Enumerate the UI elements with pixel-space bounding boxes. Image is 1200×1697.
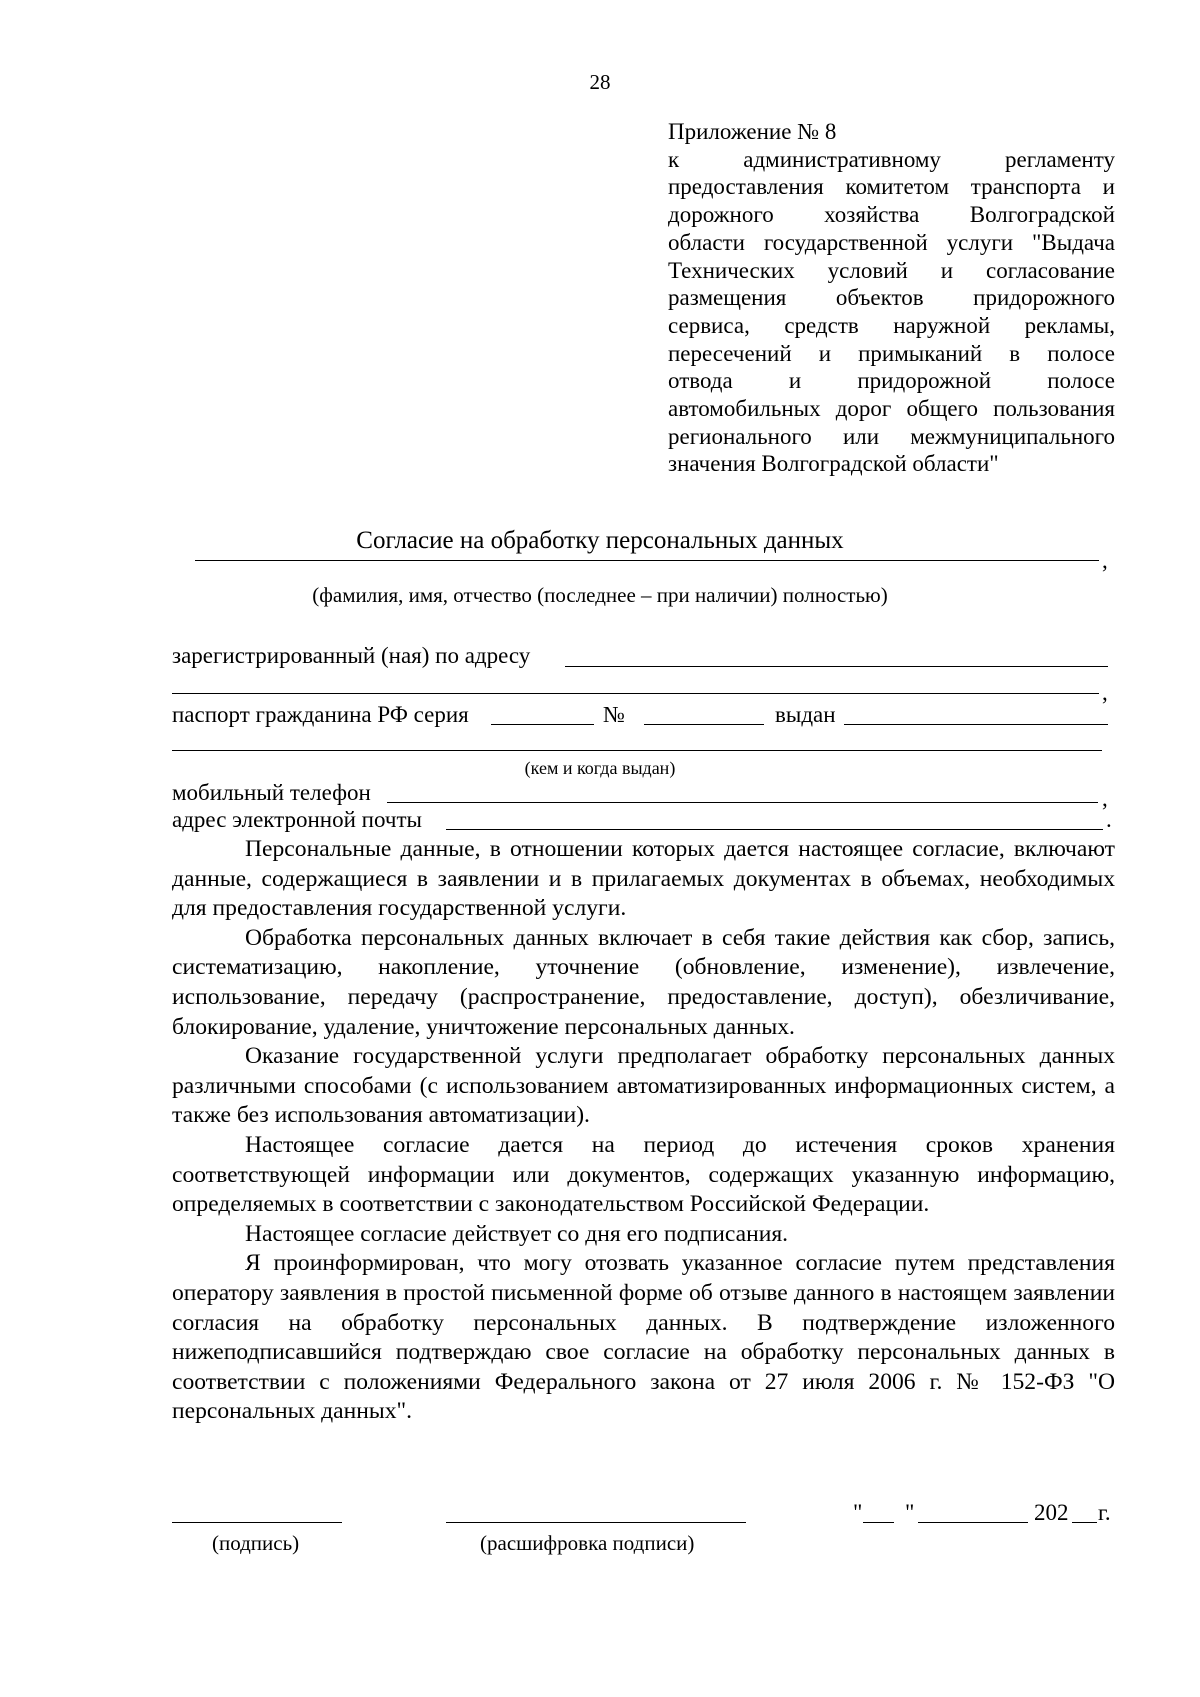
passport-number-label: №	[603, 702, 625, 727]
passport-issued-field[interactable]	[844, 724, 1108, 725]
registered-address-label: зарегистрированный (ная) по адресу	[172, 643, 531, 668]
mobile-phone-field[interactable]	[387, 802, 1098, 803]
email-field[interactable]	[446, 829, 1103, 830]
signature-decoding-field[interactable]	[446, 1522, 746, 1523]
mobile-phone-label: мобильный телефон	[172, 780, 371, 805]
registered-address-field[interactable]	[565, 666, 1108, 667]
page-number: 28	[589, 70, 611, 94]
consent-paragraph: Настоящее согласие действует со дня его подписания.	[245, 1220, 789, 1247]
issued-by-caption: (кем и когда выдан)	[524, 758, 676, 778]
appendix-line: пересечений и примыканий в полосе	[668, 340, 1115, 366]
passport-series-label: паспорт гражданина РФ серия	[172, 702, 469, 727]
name-comma: ,	[1102, 548, 1108, 573]
phone-comma: ,	[1102, 786, 1108, 811]
passport-issued-by-field[interactable]	[172, 750, 1102, 751]
address-comma: ,	[1102, 680, 1108, 705]
date-month-field[interactable]	[918, 1522, 1028, 1523]
email-period: .	[1106, 807, 1112, 832]
appendix-line: предоставления комитетом транспорта и	[668, 174, 1115, 200]
document-title: Согласие на обработку персональных данных	[356, 527, 844, 554]
consent-paragraph: Я проинформирован, что могу отозвать указанное согласие путем представления оператору заявления в простой письменной форме об отзыве данного в настоящем заявлении согласия на обработку персональных данных. В подтверждение изложенного нижеподписавшийся подтверждаю свое согласие на обработку персональных данных в соответствии с положениями Федерального закона от 27 июля 2006 г. № 152-ФЗ "О персональных данных".	[172, 1250, 1115, 1425]
appendix-line: отвода и придорожной полосе	[668, 368, 1115, 394]
consent-paragraph: Обработка персональных данных включает в себя такие действия как сбор, запись, систематизацию, накопление, уточнение (обновление, изменение), извлечение, использование, передачу (распространение, предоставление, доступ), обезличивание, блокирование, удаление, уничтожение персональных данных.	[172, 924, 1115, 1040]
signature-caption: (подпись)	[212, 1531, 300, 1555]
email-label: адрес электронной почты	[172, 807, 422, 832]
appendix-title: Приложение № 8	[668, 119, 837, 144]
passport-series-field[interactable]	[491, 724, 594, 725]
appendix-last-line: значения Волгоградской области"	[668, 451, 999, 477]
date-day-field[interactable]	[863, 1522, 894, 1523]
signature-field[interactable]	[172, 1522, 342, 1523]
appendix-line: Технических условий и согласование	[668, 257, 1115, 283]
date-year-field[interactable]	[1072, 1522, 1097, 1523]
appendix-line: к административному регламенту	[668, 146, 1115, 172]
appendix-line: регионального или межмуниципального	[668, 423, 1115, 449]
consent-paragraph: Настоящее согласие дается на период до истечения сроков хранения соответствующей информации или документов, содержащих указанную информацию, определяемых в соответствии с законодательством Российской Федерации.	[172, 1131, 1115, 1218]
consent-paragraph: Оказание государственной услуги предполагает обработку персональных данных различными способами (с использованием автоматизированных информационных систем, а также без использования автоматизации).	[172, 1043, 1115, 1129]
date-year-prefix: 202	[1034, 1500, 1069, 1525]
appendix-block	[668, 118, 1115, 478]
passport-number-field[interactable]	[644, 724, 764, 725]
appendix-line: автомобильных дорог общего пользования	[668, 396, 1115, 422]
full-name-field[interactable]	[195, 560, 1099, 561]
registered-address-field-continued[interactable]	[172, 693, 1099, 694]
full-name-caption: (фамилия, имя, отчество (последнее – при наличии) полностью)	[312, 583, 888, 607]
date-quote-close: "	[905, 1500, 915, 1525]
appendix-line: дорожного хозяйства Волгоградской	[668, 202, 1115, 228]
consent-body	[172, 835, 1115, 1427]
appendix-line: размещения объектов придорожного	[668, 285, 1115, 311]
signature-decoding-caption: (расшифровка подписи)	[480, 1531, 695, 1555]
appendix-line: области государственной услуги "Выдача	[668, 229, 1115, 255]
passport-issued-label: выдан	[775, 702, 836, 727]
consent-paragraph: Персональные данные, в отношении которых дается настоящее согласие, включают данные, содержащиеся в заявлении и в прилагаемых документах в объемах, необходимых для предоставления государственной услуги.	[172, 836, 1115, 922]
date-year-suffix: г.	[1098, 1500, 1111, 1525]
appendix-line: сервиса, средств наружной рекламы,	[668, 312, 1115, 338]
date-quote-open: "	[853, 1500, 863, 1525]
